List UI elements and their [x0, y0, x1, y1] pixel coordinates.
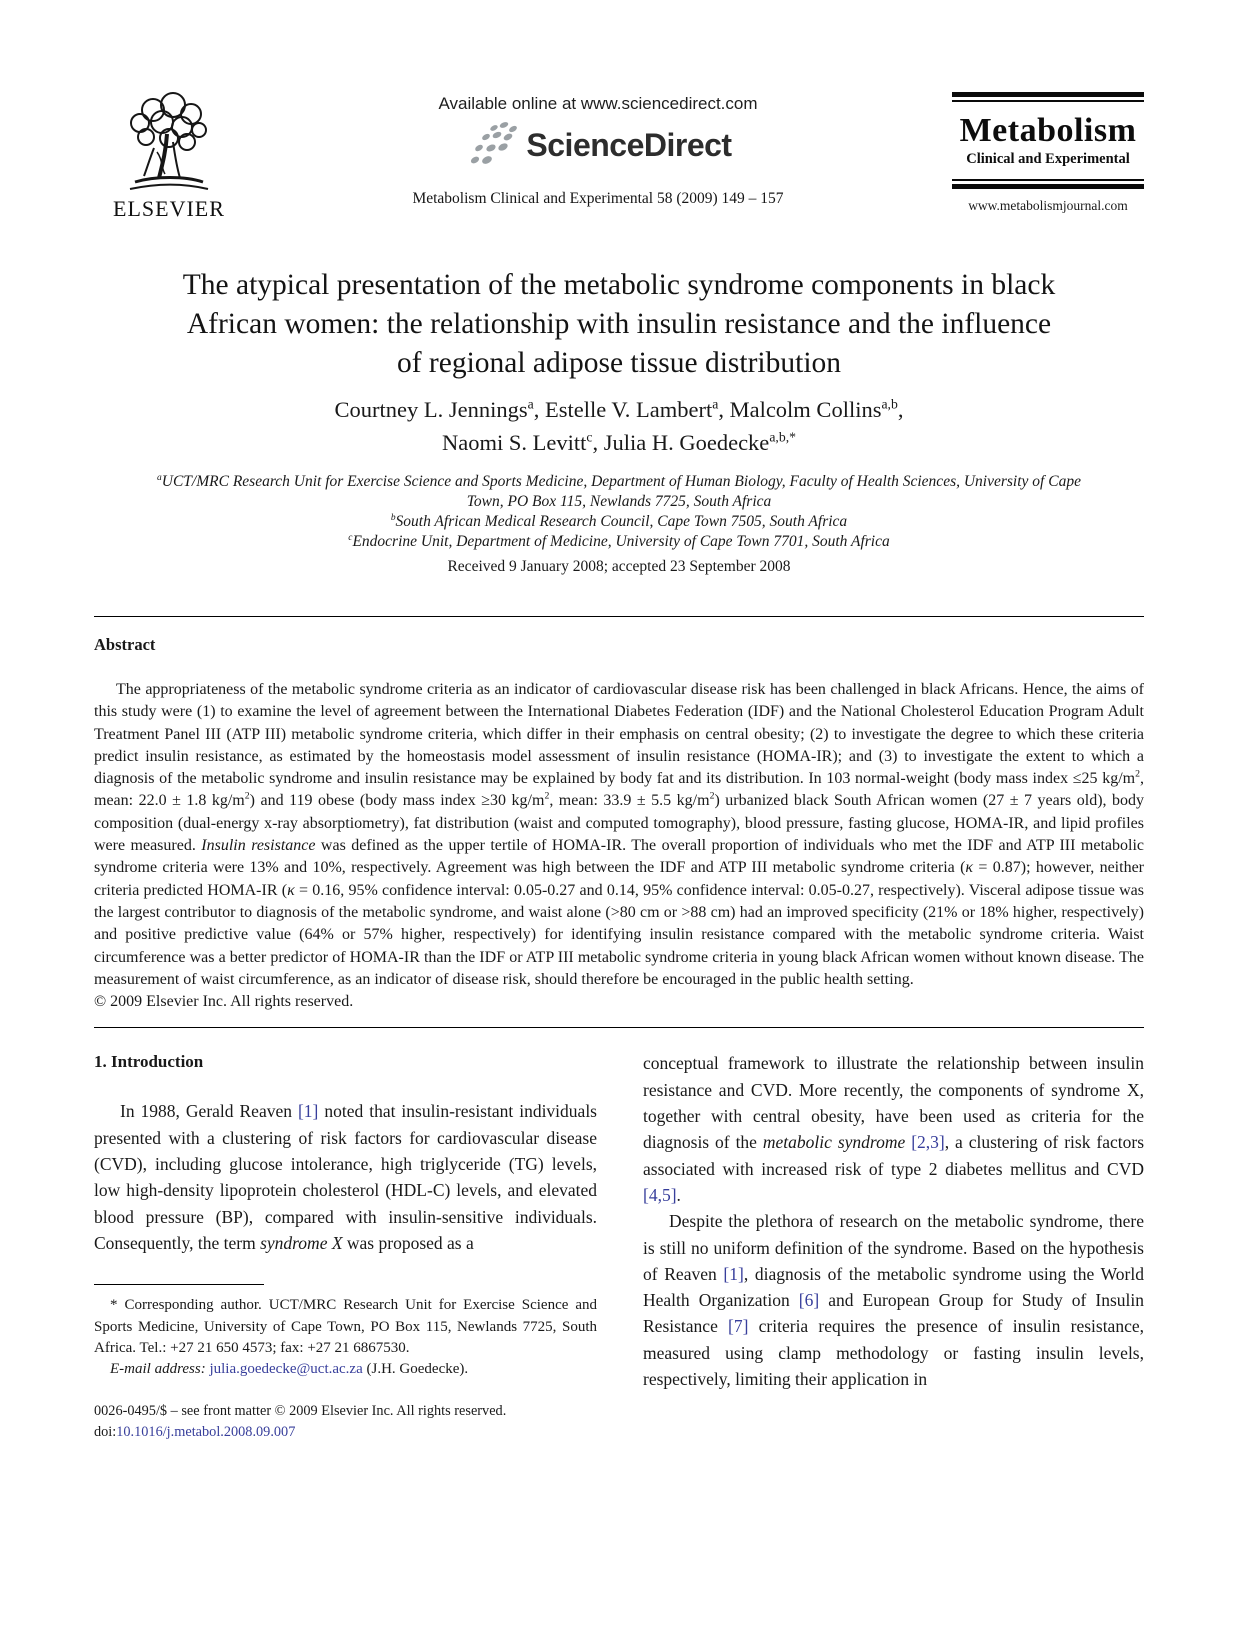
abstract-heading: Abstract [94, 635, 156, 654]
journal-subtitle: Clinical and Experimental [966, 151, 1130, 167]
reference-link-2-3[interactable]: [2,3] [911, 1132, 945, 1153]
sciencedirect-dots-icon [464, 122, 518, 168]
divider-below-abstract [94, 1027, 1144, 1028]
authors-line-2: Naomi S. Levitt$^c$, Julia H. Goedecke$^{a,b,*}$ [442, 429, 796, 455]
journal-citation: Metabolism Clinical and Experimental 58 (2009) 149 – 157 [412, 190, 784, 207]
journal-title: Metabolism [959, 112, 1137, 149]
footnote-block [94, 1284, 597, 1381]
footnote-rule [94, 1284, 264, 1285]
right-paragraph-2: Despite the plethora of research on the metabolic syndrome, there is still no uniform definition of the syndrome. Based on the hypothesis of Reaven [1], diagnosis of the metabolic syndrome using the World Health Organization [6] and European Group for Study of Insulin Resistance [7] criteria requires the presence of insulin resistance, measured using clamp methodology or fasting insulin levels, respectively, limiting their application in [643, 1211, 1144, 1390]
emphasis-syndrome-x: syndrome X [260, 1232, 343, 1253]
article-title [94, 266, 1144, 383]
affiliation-b: $^b$South African Medical Research Council, Cape Town 7505, South Africa [390, 512, 848, 530]
sciencedirect-logo [244, 122, 952, 168]
masthead-rule-top-thin [952, 100, 1144, 102]
elsevier-wordmark: ELSEVIER [113, 196, 225, 221]
elsevier-tree-icon [113, 90, 225, 194]
masthead-rule-bottom-thin [952, 179, 1144, 181]
masthead-rules-bottom [952, 179, 1144, 189]
divider-above-abstract [94, 616, 1144, 617]
right-column [643, 1050, 1144, 1443]
available-online-note: Available online at www.sciencedirect.com [438, 94, 758, 113]
issn-line: 0026-0495/$ – see front matter © 2009 Elsevier Inc. All rights reserved. [94, 1402, 507, 1419]
body-columns [94, 1050, 1144, 1443]
page-header [94, 90, 1144, 222]
abstract-copyright-note: © 2009 Elsevier Inc. All rights reserved. [94, 993, 354, 1011]
header-center [244, 90, 952, 208]
article-title-line-3: of regional adipose tissue distribution [396, 347, 842, 379]
authors-block [94, 393, 1144, 459]
doi-line: doi:10.1016/j.metabol.2008.09.007 [94, 1424, 296, 1441]
article-title-line-1: The atypical presentation of the metabolic syndrome components in black [182, 269, 1056, 301]
left-column [94, 1050, 597, 1443]
journal-website-link[interactable]: www.metabolismjournal.com [968, 198, 1128, 213]
abstract-paragraph: The appropriateness of the metabolic syndrome criteria as an indicator of cardiovascular disease risk has been challenged in black Africans. Hence, the aims of this study were (1) to examine the level of agreement between the International Diabetes Federation (IDF) and the National Cholesterol Education Program Adult Treatment Panel III (ATP III) metabolic syndrome criteria, which differ in their emphasis on central obesity; (2) to investigate the degree to which these criteria predict insulin resistance, as estimated by the homeostasis model assessment of insulin resistance (HOMA-IR); and (3) to investigate the extent to which a diagnosis of the metabolic syndrome and insulin resistance may be explained by body fat and its distribution. In 103 normal-weight (body mass index ≤25 $kg/m^2$, mean: 22.0 ± 1.8 $kg/m^2$) and 119 obese (body mass index ≥30 $kg/m^2$, mean: 33.9 ± 5.5 $kg/m^2$) urbanized black South African women (27 ± 7 years old), body composition (dual-energy x-ray absorptiometry), fat distribution (waist and computed tomography), blood pressure, fasting glucose, HOMA-IR, and lipid profiles were measured. Insulin resistance was defined as the upper tertile of HOMA-IR. The overall proportion of individuals who met the IDF and ATP III metabolic syndrome criteria were 13% and 10%, respectively. Agreement was high between the IDF and ATP III metabolic syndrome criteria (κ = 0.87); however, neither criteria predicted HOMA-IR (κ = 0.16, 95% confidence interval: 0.05-0.27 and 0.14, 95% confidence interval: 0.05-0.27, respectively). Visceral adipose tissue was the largest contributor to diagnosis of the metabolic syndrome, and waist alone (>80 cm or >88 cm) had an improved specificity (21% or 18% higher, respectively) and positive predictive value (64% or 57% higher, respectively) for identifying insulin resistance compared with the metabolic syndrome criteria. Waist circumference was a better predictor of HOMA-IR than the IDF or ATP III metabolic syndrome criteria in young black African women without known disease. The measurement of waist circumference, as an indicator of disease risk, should therefore be encouraged in the public health setting. [94, 681, 1145, 988]
masthead-rule-top-thick [952, 92, 1144, 97]
received-accepted-note: Received 9 January 2008; accepted 23 September 2008 [447, 558, 791, 575]
email-note: E-mail address: julia.goedecke@uct.ac.za (J.H. Goedecke). [110, 1361, 469, 1378]
elsevier-logo [94, 90, 244, 222]
doi-link[interactable]: 10.1016/j.metabol.2008.09.007 [116, 1424, 296, 1441]
affiliation-c: $^c$Endocrine Unit, Department of Medicine, University of Cape Town 7701, South Africa [348, 532, 890, 550]
reference-link-1[interactable]: [1] [297, 1101, 319, 1122]
emphasis-insulin-resistance: Insulin resistance [201, 837, 316, 855]
journal-masthead [952, 90, 1144, 214]
affiliations-block [94, 472, 1144, 552]
kappa-symbol: κ [965, 859, 974, 877]
kappa-symbol: κ [287, 881, 295, 899]
masthead-rule-bottom-thick [952, 184, 1144, 189]
right-paragraph-1: conceptual framework to illustrate the relationship between insulin resistance and CVD. More recently, the components of syndrome X, together with central obesity, have been used as criteria for the diagnosis of the metabolic syndrome [2,3], a clustering of risk factors associated with increased risk of type 2 diabetes mellitus and CVD [4,5]. [643, 1053, 1145, 1205]
corresponding-author-note: * Corresponding author. UCT/MRC Research Unit for Exercise Science and Sports Medicine, University of Cape Town, PO Box 115, Newlands 7725, South Africa. Tel.: +27 21 650 4573; fax: +27 21 6867530. [94, 1297, 597, 1357]
introduction-paragraph: In 1988, Gerald Reaven [1] noted that insulin-resistant individuals presented with a clustering of risk factors for cardiovascular disease (CVD), including glucose intolerance, high triglyceride (TG) levels, low high-density lipoprotein cholesterol (HDL-C) levels, and elevated blood pressure (BP), compared with insulin-sensitive individuals. Consequently, the term syndrome X was proposed as a [94, 1101, 597, 1253]
email-link[interactable]: julia.goedecke@uct.ac.za [209, 1361, 363, 1378]
reference-link-1[interactable]: [1] [723, 1263, 744, 1284]
reference-link-4-5[interactable]: [4,5] [643, 1184, 677, 1205]
section-heading-introduction: 1. Introduction [94, 1052, 204, 1072]
authors-line-1: Courtney L. Jennings$^a$, Estelle V. Lambert$^a$, Malcolm Collins$^{a,b}$, [334, 396, 904, 422]
affiliation-a: $^a$UCT/MRC Research Unit for Exercise Science and Sports Medicine, Department of Human Biology, Faculty of Health Sciences, University of Cape Town, PO Box 115, Newlands 7725, South Africa [157, 472, 1081, 510]
emphasis-metabolic-syndrome: metabolic syndrome [762, 1132, 906, 1153]
imprint-block [94, 1401, 597, 1444]
reference-link-6[interactable]: [6] [798, 1290, 820, 1311]
article-title-line-2: African women: the relationship with insulin resistance and the influence [186, 308, 1052, 340]
reference-link-7[interactable]: [7] [728, 1316, 749, 1337]
sciencedirect-wordmark: ScienceDirect [526, 126, 732, 163]
